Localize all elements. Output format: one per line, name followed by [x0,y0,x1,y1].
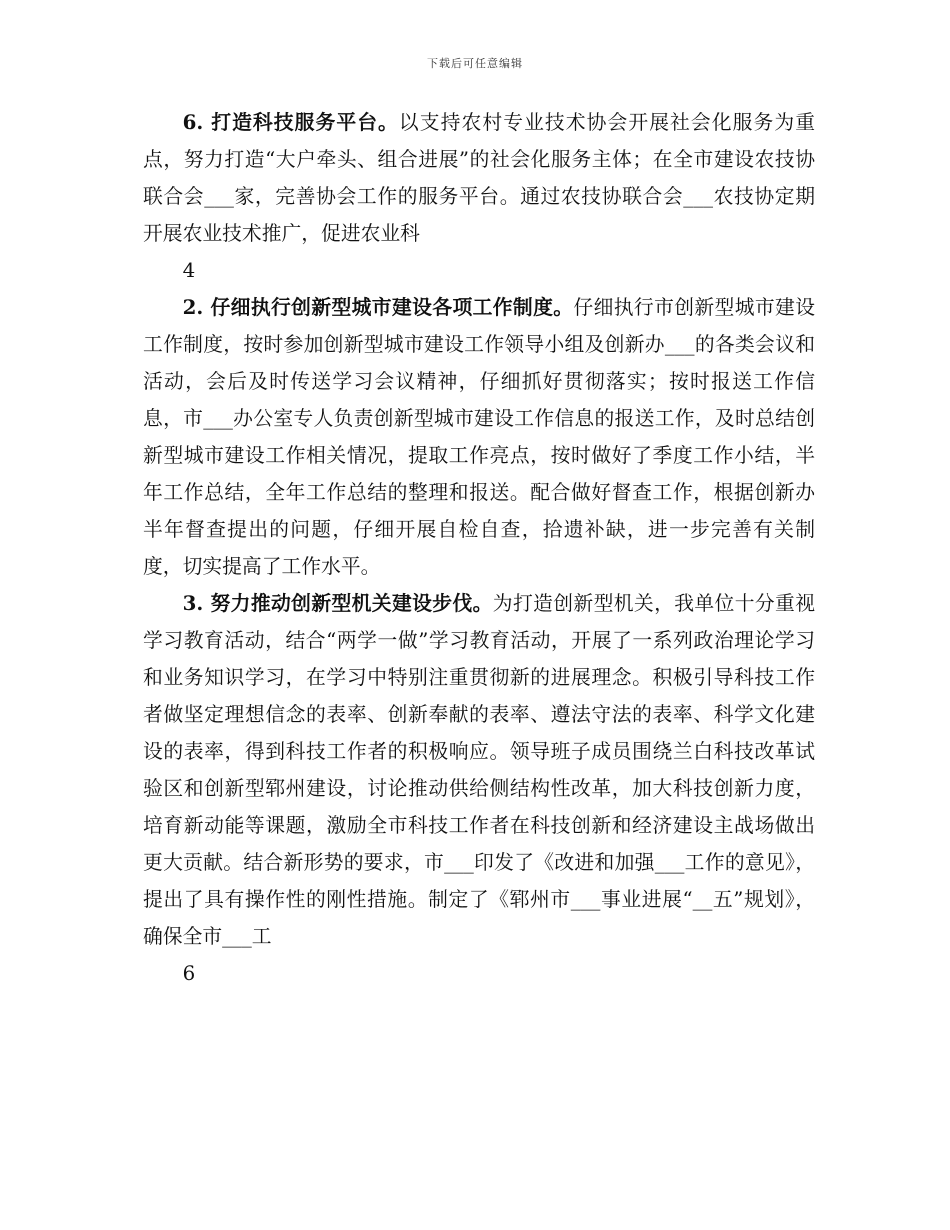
page-number: 6 [182,962,196,985]
paragraph-3 [143,585,815,955]
paragraph-text: 仔细执行市创新型城市建设工作制度，按时参加创新型城市建设工作领导小组及创新办___的各类会议和活动，会后及时传送学习会议精神，仔细抓好贯彻落实；按时报送工作信息，市___办公室专人负责创新型城市建设工作信息的报送工作，及时总结创新型城市建设工作相关情况，提取工作亮点，按时做好了季度工作小结，半年工作总结，全年工作总结的整理和报送。配合做好督查工作，根据创新办半年督查提出的问题，仔细开展自检自查，拾遗补缺，进一步完善有关制度，切实提高了工作水平。 [143,296,815,578]
page-header: 下载后可任意编辑 [427,57,523,70]
page-number: 4 [182,259,196,282]
paragraph-text: 为打造创新型机关，我单位十分重视学习教育活动，结合“两学一做”学习教育活动，开展了一系列政治理论学习和业务知识学习，在学习中特别注重贯彻新的进展理念。积极引导科技工作者做坚定理想信念的表率、创新奉献的表率、遵法守法的表率、科学文化建设的表率，得到科技工作者的积极响应。领导班子成员围绕兰白科技改革试验区和创新型郓州建设，讨论推动供给侧结构性改革，加大科技创新力度，培育新动能等课题，激励全市科技工作者在科技创新和经济建设主战场做出更大贡献。结合新形势的要求，市___印发了《改进和加强___工作的意见》，提出了具有操作性的刚性措施。制定了《郓州市___事业进展“__五”规划》，确保全市___工 [143,592,815,948]
paragraph-2 [143,289,815,585]
paragraph-heading: 6. 打造科技服务平台。 [182,110,399,134]
paragraph-heading: 2. 仔细执行创新型城市建设各项工作制度。 [182,295,574,319]
paragraph-6 [143,104,815,252]
paragraph-heading: 3. 努力推动创新型机关建设步伐。 [182,591,493,615]
paragraph-text: 以支持农村专业技术协会开展社会化服务为重点，努力打造“大户牵头、组合进展”的社会化服务主体；在全市建设农技协联合会___家，完善协会工作的服务平台。通过农技协联合会___农技协定期开展农业技术推广，促进农业科 [143,111,815,245]
document-body [143,104,815,992]
